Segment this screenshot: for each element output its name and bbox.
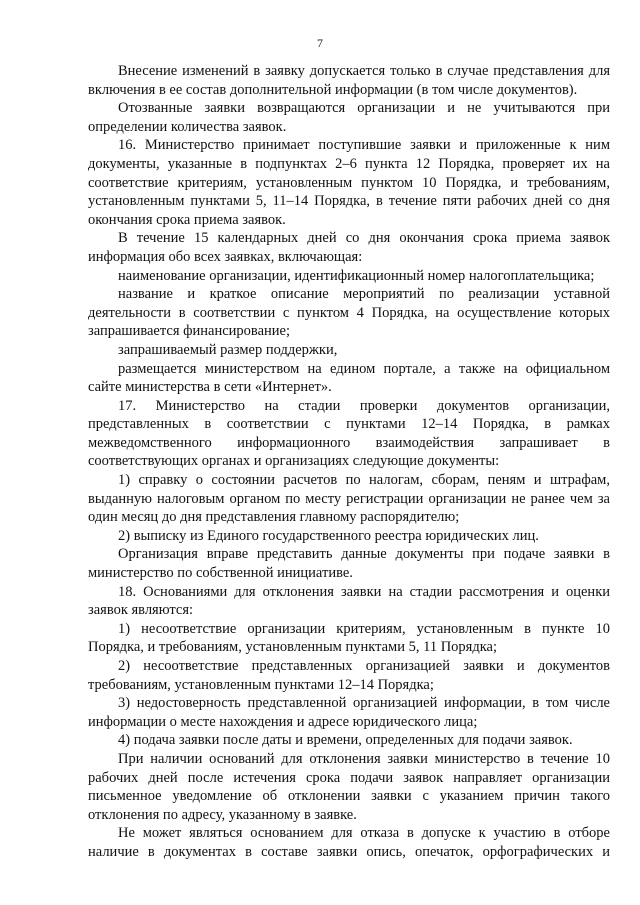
paragraph: 1) несоответствие организации критериям, установленным в пункте 10 Порядка, и требованиям, установленным пунктами 5, 11 Порядка; (88, 620, 610, 656)
paragraph: 3) недостоверность представленной организацией информации, в том числе информации о месте нахождения и адресе юридического лица; (88, 695, 610, 730)
paragraph: Отозванные заявки возвращаются организации и не учитываются при определении количества заявок. (88, 100, 610, 135)
paragraph: Не может являться основанием для отказа в допуске к участию в отборе наличие в документах в составе заявки опись, опечаток, орфографических и (88, 825, 610, 860)
paragraph: Организация вправе представить данные документы при подаче заявки в министерство по собственной инициативе. (88, 546, 610, 582)
paragraph: 2) несоответствие представленных организацией заявки и документов требованиям, установленным пунктами 12–14 Порядка; (88, 658, 610, 693)
paragraph: При наличии оснований для отклонения заявки министерство в течение 10 рабочих дней после истечения срока подачи заявок направляет организации письменное уведомление об отклонении заявки с указанием причин такого отклонения по адресу, указанному в заявке. (88, 750, 610, 823)
paragraph: 16. Министерство принимает поступившие заявки и приложенные к ним документы, указанные в подпунктах 2–6 пункта 12 Порядка, проверяет их на соответствие критериям, установленным пунктом 10 Порядка, и требованиям, установленным пунктами 5, 11–14 Порядка, в течение пяти рабочих дней со дня окончания срока приема заявок. (88, 137, 610, 228)
paragraph: 18. Основаниями для отклонения заявки на стадии рассмотрения и оценки заявок являются: (88, 583, 610, 619)
paragraph: 1) справку о состоянии расчетов по налогам, сборам, пеням и штрафам, выданную налоговым органом по месту регистрации организации не ранее чем за один месяц до дня представления главному распорядителю; (88, 472, 610, 526)
paragraph: 2) выписку из Единого государственного реестра юридических лиц. (118, 527, 539, 544)
paragraph: 4) подача заявки после даты и времени, определенных для подачи заявок. (118, 732, 573, 749)
paragraph: наименование организации, идентификационный номер налогоплательщика; (118, 267, 595, 284)
document-body (88, 62, 610, 862)
paragraph: название и краткое описание мероприятий по реализации уставной деятельности в соответствии с пунктом 4 Порядка, на осуществление которых запрашивается финансирование; (88, 286, 610, 340)
paragraph: 17. Министерство на стадии проверки документов организации, представленных в соответствии с пунктами 12–14 Порядка, в рамках межведомственного информационного взаимодействия запрашивает в соответствующих органах и организациях следующие документы: (88, 397, 610, 470)
paragraph: В течение 15 календарных дней со дня окончания срока приема заявок информация обо всех заявках, включающая: (88, 230, 610, 265)
page-number: 7 (317, 36, 323, 50)
paragraph: запрашиваемый размер поддержки, (118, 341, 338, 358)
paragraph: Внесение изменений в заявку допускается только в случае представления для включения в ее состав дополнительной информации (в том числе документов). (88, 63, 610, 98)
paragraph: размещается министерством на едином портале, а также на официальном сайте министерства в сети «Интернет». (88, 360, 610, 396)
